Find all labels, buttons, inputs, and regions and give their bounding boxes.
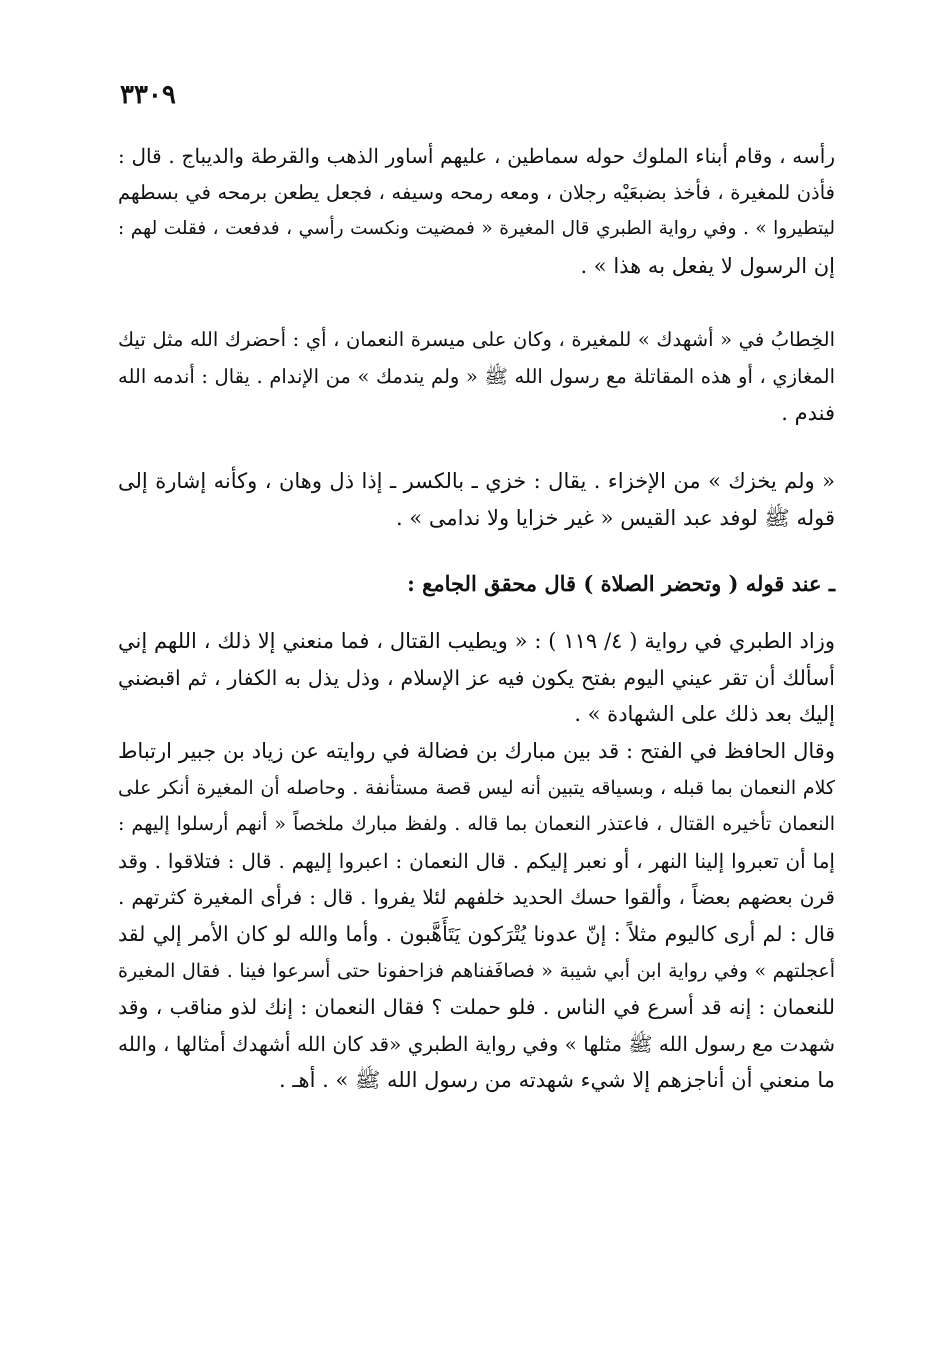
text-line: أسألك أن تقر عيني اليوم بفتح يكون فيه عز الإسلام ، وذل يذل به الكفار ، ثم اقبضني: [118, 665, 835, 690]
text-line: قال : لم أرى كاليوم مثلاً : إنّ عدونا يُتْرَكون يَتَأَهَّبون . وأما والله لو كان الأمر إلي لقد: [118, 921, 835, 946]
heading-line: ـ عند قوله ( وتحضر الصلاة ) قال محقق الجامع :: [407, 571, 835, 596]
page-number: ٣٣٠٩: [120, 80, 176, 110]
text-line: قوله ﷺ لوفد عبد القيس « غير خزايا ولا ندامى » .: [395, 505, 835, 530]
text-line: المغازي ، أو هذه المقاتلة مع رسول الله ﷺ « ولم يندمك » من الإندام . يقال : أندمه الله: [118, 364, 835, 388]
text-line: إن الرسول لا يفعل به هذا » .: [580, 253, 835, 278]
text-line: الخِطابُ في « أشهدك » للمغيرة ، وكان على ميسرة النعمان ، أي : أحضرك الله مثل تيك: [118, 328, 835, 351]
paragraph-3: [118, 463, 835, 536]
text-line: إليك بعد ذلك على الشهادة » .: [574, 702, 835, 727]
section-heading: [118, 566, 835, 603]
text-line: النعمان تأخيره القتال ، فاعتذر النعمان بما قاله . ولفظ مبارك ملخصاً « أنهم أرسلوا إليهم :: [118, 813, 835, 836]
paragraph-6: [118, 733, 835, 1099]
paragraph-2: [118, 322, 835, 432]
text-line: فندم .: [781, 401, 835, 426]
text-line: رأسه ، وقام أبناء الملوك حوله سماطين ، عليهم أساور الذهب والقرطة والديباج . قال :: [118, 144, 835, 168]
text-line: قرن بعضهم بعضاً ، وألقوا حسك الحديد خلفهم لئلا يفروا . قال : فرأى المغيرة كثرتهم .: [118, 885, 835, 910]
paragraph-1: [118, 138, 835, 284]
text-line: « ولم يخزك » من الإخزاء . يقال : خزي ـ بالكسر ـ إذا ذل وهان ، وكأنه إشارة إلى: [118, 469, 835, 493]
text-line: ليتطيروا » . وفي رواية الطبري قال المغيرة « فمضيت ونكست رأسي ، فدفعت ، فقلت لهم :: [118, 218, 835, 240]
text-line: وقال الحافظ في الفتح : قد بين مبارك بن فضالة في روايته عن زياد بن جبير ارتباط: [118, 739, 835, 763]
text-line: وزاد الطبري في رواية ( ٤/ ١١٩ ) : « ويطيب القتال ، فما منعني إلا ذلك ، اللهم إني: [118, 629, 836, 653]
text-line: ما منعني أن أناجزهم إلا شيء شهدته من رسول الله ﷺ » . أهـ .: [279, 1068, 835, 1093]
text-line: شهدت مع رسول الله ﷺ مثلها » وفي رواية الطبري «قد كان الله أشهدك أمثالها ، والله: [118, 1031, 835, 1056]
paragraph-5: [118, 623, 835, 733]
text-line: فأذن للمغيرة ، فأخذ بضبعَيْه رجلان ، ومعه رمحه وسيفه ، فجعل يطعن برمحه في بسطهم: [118, 180, 835, 204]
text-line: للنعمان : إنه قد أسرع في الناس . فلو حملت ؟ فقال النعمان : إنك لذو مناقب ، وقد: [118, 995, 835, 1020]
text-line: إما أن تعبروا إلينا النهر ، أو نعبر إليكم . قال النعمان : اعبروا إليهم . قال : فتلاقوا . وقد: [118, 848, 835, 873]
text-line: أعجلتهم » وفي رواية ابن أبي شيبة « فصافَفناهم فزاحفونا حتى أسرعوا فينا . فقال المغيرة: [118, 959, 835, 982]
text-line: كلام النعمان بما قبله ، وبسياقه يتبين أنه ليس قصة مستأنفة . وحاصله أن المغيرة أنكر على: [118, 776, 835, 799]
